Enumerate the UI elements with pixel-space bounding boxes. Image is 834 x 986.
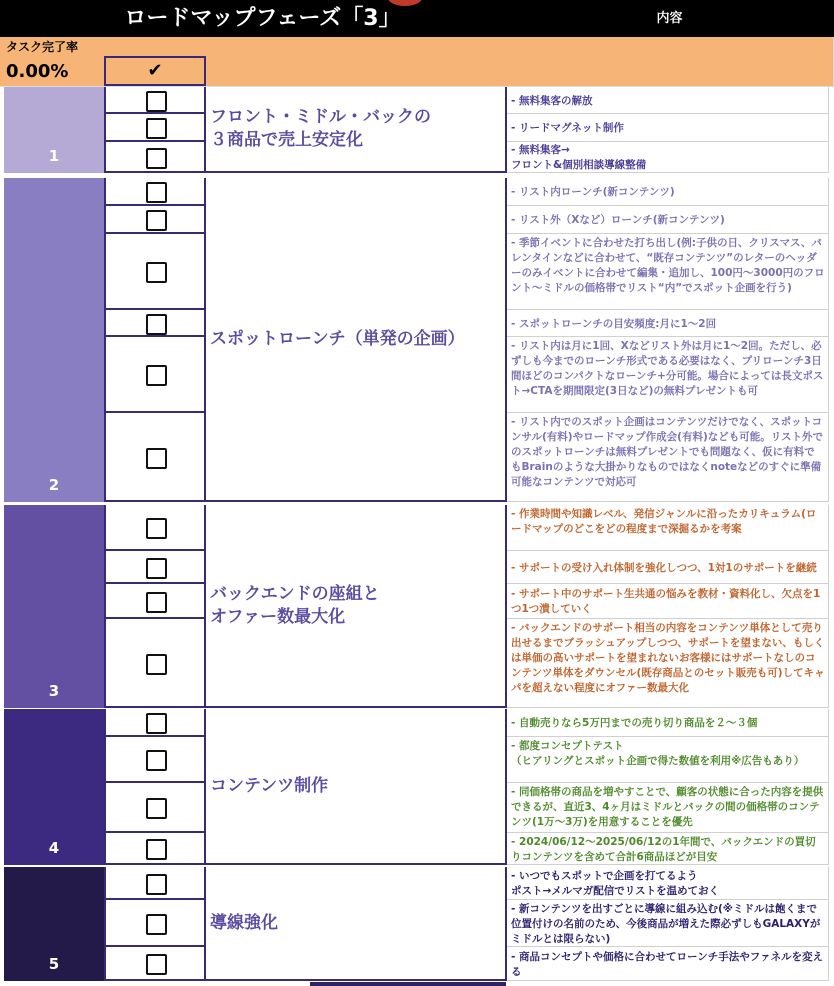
task-checkbox[interactable]	[146, 518, 167, 539]
checkbox-cell	[104, 947, 206, 981]
checkbox-cell	[104, 178, 206, 206]
checkbox-cell	[104, 737, 206, 783]
checkbox-cell	[104, 619, 206, 708]
task-text: - いつでもスポットで企画を打てるよう ポスト→メルマガ配信でリストを温めておく	[507, 867, 829, 900]
task-checkbox[interactable]	[146, 314, 167, 335]
task-text: - バックエンドのサポート相当の内容をコンテンツ単体として売り出せるまでブラッシュアップしつつ、サポートを望まない、もしくは単価の高いサポートを望まれないお客様にはサポートなしのコンテンツ単体をダウンセル(既存商品とのセット販売も可)してキャパを超えない程度にオファー数最大化	[507, 619, 829, 708]
task-checkbox[interactable]	[146, 182, 167, 203]
task-text: - 同価格帯の商品を増やすことで、顧客の状態に合った内容を提供できるが、直近3、4ヶ月はミドルとバックの間の価格帯のコンテンツ(1万〜3万)を用意することを優先	[507, 783, 829, 833]
task-text: - 季節イベントに合わせた打ち出し(例:子供の日、クリスマス、バレンタインなどに合わせて、“既存コンテンツ”のレターのヘッダーのみイベントに合わせて編集・追加し、100円〜3000円のフロント〜ミドルの価格帯でリスト“内”でスポット企画を行う)	[507, 234, 829, 310]
checkbox-cell	[104, 867, 206, 900]
task-text: - リスト内でのスポット企画はコンテンツだけでなく、スポットコンサル(有料)やロードマップ作成会(有料)なども可能。リスト外でのスポットローンチは無料プレゼントでも問題なく、仮に有料でもBrainのような大掛かりなものではなくnoteなどのすぐに準備可能なコンテンツで対応可	[507, 413, 829, 502]
task-text: - 自動売りなら5万円までの売り切り商品を２〜３個	[507, 709, 829, 737]
task-text: - サポートの受け入れ体制を強化しつつ、1対1のサポートを継続	[507, 551, 829, 584]
phase-1-block	[4, 87, 104, 173]
phase-4-title: コンテンツ制作	[206, 709, 507, 865]
task-checkbox[interactable]	[146, 118, 167, 139]
phase-3-block	[4, 505, 104, 708]
task-text: - リスト内は月に1回、Xなどリスト外は月に1〜2回。ただし、必ずしも今までのローンチ形式である必要はなく、プリローンチ3日間ほどのコンパクトなローンチ+分可能。場合によっては長文ポスト→CTAを期間限定(3日など)の無料プレゼントも可	[507, 337, 829, 413]
checkbox-cell	[104, 142, 206, 173]
checkbox-cell	[104, 234, 206, 310]
checkbox-cell	[104, 310, 206, 337]
completion-rate: 0.00%	[6, 61, 69, 82]
task-checkbox[interactable]	[146, 750, 167, 771]
checkbox-cell	[104, 87, 206, 114]
task-text: - リードマグネット制作	[507, 114, 829, 142]
phase-number: 2	[48, 476, 60, 494]
checkbox-cell	[104, 584, 206, 619]
task-text: - スポットローンチの目安頻度:月に1〜2回	[507, 310, 829, 337]
task-checkbox[interactable]	[146, 839, 167, 860]
phase-3-title: バックエンドの座組と オファー数最大化	[206, 505, 507, 708]
task-checkbox[interactable]	[146, 448, 167, 469]
task-text: - リスト内ローンチ(新コンテンツ)	[507, 178, 829, 206]
task-checkbox[interactable]	[146, 798, 167, 819]
task-text: - 都度コンセプトテスト （ヒアリングとスポット企画で得た数値を利用※広告もあり）	[507, 737, 829, 783]
phase-number: 5	[48, 955, 60, 973]
checkbox-cell	[104, 709, 206, 737]
task-text: - 2024/06/12〜2025/06/12の1年間で、バックエンドの買切りコンテンツを含めて合計6商品ほどが目安	[507, 833, 829, 865]
task-checkbox[interactable]	[146, 713, 167, 734]
task-text: - 商品コンセプトや価格に合わせてローンチ手法やファネルを変える	[507, 947, 829, 981]
checkbox-cell	[104, 833, 206, 865]
task-text: - 作業時間や知識レベル、発信ジャンルに沿ったカリキュラム(ロードマップのどこをどの程度まで深掘るかを考案	[507, 505, 829, 551]
task-checkbox[interactable]	[146, 954, 167, 975]
phase-number: 4	[48, 839, 60, 857]
check-all-header[interactable]: ✔	[104, 56, 206, 86]
task-checkbox[interactable]	[146, 91, 167, 112]
task-checkbox[interactable]	[146, 365, 167, 386]
page-title: ロードマップフェーズ「3」	[124, 6, 401, 31]
checkbox-cell	[104, 114, 206, 142]
task-checkbox[interactable]	[146, 654, 167, 675]
task-text: - サポート中のサポート生共通の悩みを教材・資料化し、欠点を1つ1つ潰していく	[507, 584, 829, 619]
task-text: - 無料集客→ フロント&個別相談導線整備	[507, 142, 829, 173]
phase-1-title: フロント・ミドル・バックの ３商品で売上安定化	[206, 87, 507, 173]
checkbox-cell	[104, 337, 206, 413]
checkbox-cell	[104, 551, 206, 584]
phase-2-block	[4, 178, 104, 502]
task-checkbox[interactable]	[146, 262, 167, 283]
phase-number: 1	[48, 147, 60, 165]
bottom-bar	[310, 982, 506, 986]
phase-4-block	[4, 709, 104, 865]
task-checkbox[interactable]	[146, 592, 167, 613]
task-checkbox[interactable]	[146, 558, 167, 579]
phase-5-block	[4, 867, 104, 981]
phase-2-title: スポットローンチ（単発の企画）	[206, 178, 507, 502]
checkbox-cell	[104, 783, 206, 833]
completion-label: タスク完了率	[6, 40, 79, 54]
checkbox-cell	[104, 206, 206, 234]
task-checkbox[interactable]	[146, 148, 167, 169]
task-text: - 無料集客の解放	[507, 87, 829, 114]
task-text: - リスト外（Xなど）ローンチ(新コンテンツ)	[507, 206, 829, 234]
content-column-header: 内容	[656, 11, 683, 26]
phase-5-title: 導線強化	[206, 867, 507, 981]
checkbox-cell	[104, 900, 206, 947]
checkbox-cell	[104, 413, 206, 502]
phase-number: 3	[48, 682, 60, 700]
task-checkbox[interactable]	[146, 210, 167, 231]
task-text: - 新コンテンツを出すごとに導線に組み込む(※ミドルは飽くまで位置付けの名前のため、今後商品が増えた際必ずしもGALAXYがミドルとは限らない)	[507, 900, 829, 947]
task-checkbox[interactable]	[146, 914, 167, 935]
checkbox-cell	[104, 505, 206, 551]
task-checkbox[interactable]	[146, 874, 167, 895]
